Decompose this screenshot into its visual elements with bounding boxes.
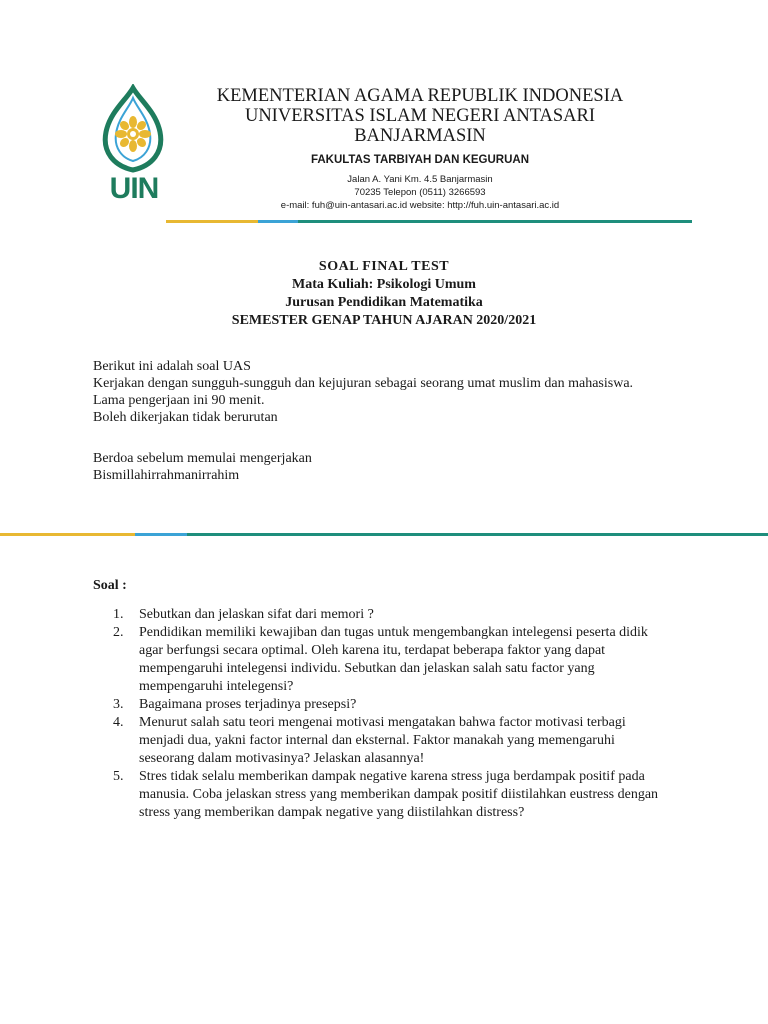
instructions — [93, 358, 653, 484]
contact-info: e-mail: fuh@uin-antasari.ac.id website: http://fuh.uin-antasari.ac.id — [280, 200, 560, 211]
question-text: Stres tidak selalu memberikan dampak negative karena stress juga berdampak positif pada manusia. Coba jelaskan stress yang memberikan dampak positif diistilahkan eustress dengan stress yang memberikan dampak negative yang diistilahkan distress? — [139, 769, 659, 820]
question-item — [113, 768, 673, 822]
university-name: UNIVERSITAS ISLAM NEGERI ANTASARI — [244, 106, 596, 126]
question-number: 5. — [113, 769, 124, 784]
question-number: 2. — [113, 625, 124, 640]
instruction-line: Kerjakan dengan sungguh-sungguh dan kejujuran sebagai seorang umat muslim dan mahasiswa. — [93, 376, 634, 391]
city-name: BANJARMASIN — [354, 126, 486, 146]
department-name: Jurusan Pendidikan Matematika — [285, 295, 483, 310]
instruction-line: Boleh dikerjakan tidak berurutan — [93, 410, 278, 425]
section-divider — [0, 533, 768, 536]
exam-title: SOAL FINAL TEST — [318, 259, 450, 274]
exam-title-block — [0, 258, 768, 330]
question-text: Pendidikan memiliki kewajiban dan tugas untuk mengembangkan intelegensi peserta didik agar berfungsi secara optimal. Oleh karena itu, terdapat beberapa faktor yang dapat mempengaruhi intelegensi individu. Sebutkan dan jelaskan salah satu factor yang mempengaruhi intelegensi? — [139, 625, 648, 694]
faculty-name: FAKULTAS TARBIYAH DAN KEGURUAN — [310, 154, 530, 166]
question-number: 3. — [113, 697, 124, 712]
ministry-name: KEMENTERIAN AGAMA REPUBLIK INDONESIA — [216, 86, 624, 106]
course-name: Mata Kuliah: Psikologi Umum — [292, 277, 476, 292]
logo-wordmark: UIN — [109, 172, 159, 205]
question-item — [113, 606, 673, 624]
question-item — [113, 696, 673, 714]
letterhead — [180, 86, 660, 212]
instruction-line: Lama pengerjaan ini 90 menit. — [93, 393, 265, 408]
instruction-line: Berikut ini adalah soal UAS — [93, 359, 251, 374]
question-number: 1. — [113, 607, 124, 622]
address-phone: 70235 Telepon (0511) 3266593 — [354, 187, 486, 198]
semester-info: SEMESTER GENAP TAHUN AJARAN 2020/2021 — [231, 313, 537, 328]
question-number: 4. — [113, 715, 124, 730]
questions-heading: Soal : — [93, 578, 127, 593]
instruction-line: Berdoa sebelum memulai mengerjakan — [93, 451, 312, 466]
question-list — [113, 606, 673, 822]
question-text: Menurut salah satu teori mengenai motivasi mengatakan bahwa factor motivasi terbagi menjadi dua, yakni factor internal dan eksternal. Faktor manakah yang memengaruhi seseorang dalam motivasinya? Jelaskan alasannya! — [139, 715, 626, 766]
instruction-line: Bismillahirrahmanirrahim — [93, 468, 240, 483]
question-item — [113, 714, 673, 768]
question-item — [113, 624, 673, 696]
address-street: Jalan A. Yani Km. 4.5 Banjarmasin — [347, 174, 493, 185]
question-text: Bagaimana proses terjadinya presepsi? — [139, 697, 357, 712]
question-text: Sebutkan dan jelaskan sifat dari memori ? — [139, 607, 374, 622]
header-divider — [166, 220, 692, 223]
